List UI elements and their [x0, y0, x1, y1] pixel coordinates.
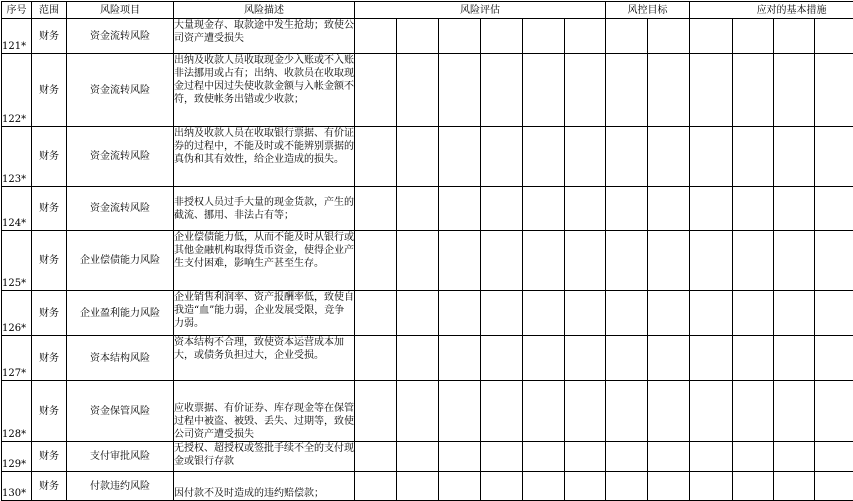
- risk-table: [1, 1, 853, 501]
- row-risk-description: 非授权人员过手大量的现金货款，产生的截流、挪用、非法占有等；: [174, 187, 355, 231]
- empty-cell: [355, 231, 397, 291]
- empty-cell: [523, 19, 565, 54]
- table-row: [2, 54, 853, 127]
- empty-cell: [733, 472, 774, 501]
- empty-cell: [523, 336, 565, 381]
- empty-cell: [481, 472, 523, 501]
- row-number: 125*: [2, 231, 32, 291]
- empty-cell: [481, 187, 523, 231]
- empty-cell: [606, 127, 648, 187]
- table-row: [2, 442, 853, 472]
- empty-cell: [690, 442, 733, 472]
- empty-cell: [733, 127, 774, 187]
- empty-cell: [397, 472, 439, 501]
- empty-cell: [481, 336, 523, 381]
- empty-cell: [397, 231, 439, 291]
- empty-cell: [481, 381, 523, 442]
- header-control-target: 风控目标: [606, 2, 690, 19]
- empty-cell: [606, 381, 648, 442]
- empty-cell: [815, 472, 853, 501]
- header-row: [2, 2, 853, 19]
- row-number: 129*: [2, 442, 32, 472]
- empty-cell: [523, 291, 565, 336]
- row-risk-description: 因付款不及时造成的违约赔偿款；: [174, 472, 355, 501]
- empty-cell: [606, 231, 648, 291]
- row-scope: 财务: [32, 381, 67, 442]
- empty-cell: [439, 187, 481, 231]
- empty-cell: [397, 127, 439, 187]
- empty-cell: [774, 19, 815, 54]
- empty-cell: [481, 19, 523, 54]
- row-risk-description: 应收票据、有价证券、库存现金等在保管过程中被盗、被毁、丢失、过期等，致使公司资产遭受损失: [174, 381, 355, 442]
- empty-cell: [355, 127, 397, 187]
- empty-cell: [355, 336, 397, 381]
- row-number: 127*: [2, 336, 32, 381]
- row-risk-item: 支付审批风险: [67, 442, 174, 472]
- empty-cell: [815, 291, 853, 336]
- empty-cell: [355, 54, 397, 127]
- empty-cell: [481, 231, 523, 291]
- empty-cell: [648, 381, 690, 442]
- empty-cell: [690, 336, 733, 381]
- empty-cell: [439, 127, 481, 187]
- empty-cell: [733, 19, 774, 54]
- table-row: [2, 187, 853, 231]
- empty-cell: [815, 381, 853, 442]
- empty-cell: [355, 291, 397, 336]
- empty-cell: [397, 381, 439, 442]
- row-risk-description: 资本结构不合理，致使资本运营成本加大，或债务负担过大，企业受损。: [174, 336, 355, 381]
- empty-cell: [397, 336, 439, 381]
- empty-cell: [733, 336, 774, 381]
- empty-cell: [733, 54, 774, 127]
- header-no: 序号: [2, 2, 32, 19]
- empty-cell: [690, 187, 733, 231]
- row-scope: 财务: [32, 472, 67, 501]
- empty-cell: [733, 187, 774, 231]
- empty-cell: [606, 442, 648, 472]
- empty-cell: [439, 381, 481, 442]
- empty-cell: [774, 54, 815, 127]
- empty-cell: [606, 472, 648, 501]
- empty-cell: [774, 442, 815, 472]
- empty-cell: [397, 19, 439, 54]
- empty-cell: [733, 231, 774, 291]
- empty-cell: [648, 231, 690, 291]
- row-scope: 财务: [32, 19, 67, 54]
- empty-cell: [439, 291, 481, 336]
- empty-cell: [439, 472, 481, 501]
- empty-cell: [565, 291, 606, 336]
- empty-cell: [397, 291, 439, 336]
- empty-cell: [774, 291, 815, 336]
- row-number: 122*: [2, 54, 32, 127]
- empty-cell: [690, 381, 733, 442]
- empty-cell: [733, 442, 774, 472]
- empty-cell: [523, 127, 565, 187]
- empty-cell: [690, 291, 733, 336]
- row-risk-item: 资本结构风险: [67, 336, 174, 381]
- table-row: [2, 19, 853, 54]
- empty-cell: [481, 54, 523, 127]
- table-row: [2, 472, 853, 501]
- row-risk-description: 大量现金存、取款途中发生抢劫；致使公司资产遭受损失: [174, 19, 355, 54]
- empty-cell: [815, 336, 853, 381]
- empty-cell: [355, 472, 397, 501]
- header-basic-measures: 应对的基本措施: [690, 2, 853, 19]
- empty-cell: [815, 127, 853, 187]
- row-number: 130*: [2, 472, 32, 501]
- empty-cell: [481, 127, 523, 187]
- empty-cell: [565, 336, 606, 381]
- row-risk-description: 出纳及收款人员在收取银行票据、有价证券的过程中，不能及时或不能辨别票据的真伪和其有效性，给企业造成的损失。: [174, 127, 355, 187]
- row-number: 123*: [2, 127, 32, 187]
- empty-cell: [606, 54, 648, 127]
- table-row: [2, 231, 853, 291]
- row-number: 126*: [2, 291, 32, 336]
- row-risk-item: 企业偿债能力风险: [67, 231, 174, 291]
- empty-cell: [606, 19, 648, 54]
- empty-cell: [648, 291, 690, 336]
- row-scope: 财务: [32, 336, 67, 381]
- empty-cell: [439, 336, 481, 381]
- row-risk-item: 资金流转风险: [67, 127, 174, 187]
- empty-cell: [774, 472, 815, 501]
- empty-cell: [815, 231, 853, 291]
- header-scope: 范围: [32, 2, 67, 19]
- row-risk-item: 企业盈利能力风险: [67, 291, 174, 336]
- header-risk-item: 风险项目: [67, 2, 174, 19]
- header-risk-assessment: 风险评估: [355, 2, 606, 19]
- empty-cell: [648, 127, 690, 187]
- empty-cell: [690, 231, 733, 291]
- empty-cell: [815, 54, 853, 127]
- empty-cell: [565, 381, 606, 442]
- empty-cell: [355, 19, 397, 54]
- row-scope: 财务: [32, 187, 67, 231]
- empty-cell: [606, 187, 648, 231]
- row-risk-item: 资金流转风险: [67, 54, 174, 127]
- empty-cell: [690, 127, 733, 187]
- empty-cell: [565, 19, 606, 54]
- empty-cell: [648, 472, 690, 501]
- empty-cell: [648, 19, 690, 54]
- empty-cell: [439, 54, 481, 127]
- row-scope: 财务: [32, 442, 67, 472]
- empty-cell: [565, 127, 606, 187]
- empty-cell: [439, 231, 481, 291]
- empty-cell: [774, 336, 815, 381]
- empty-cell: [774, 381, 815, 442]
- row-number: 121*: [2, 19, 32, 54]
- row-risk-item: 付款违约风险: [67, 472, 174, 501]
- empty-cell: [565, 187, 606, 231]
- empty-cell: [523, 231, 565, 291]
- empty-cell: [606, 291, 648, 336]
- empty-cell: [774, 187, 815, 231]
- empty-cell: [565, 54, 606, 127]
- empty-cell: [565, 231, 606, 291]
- empty-cell: [355, 187, 397, 231]
- empty-cell: [648, 336, 690, 381]
- empty-cell: [648, 442, 690, 472]
- row-risk-description: 企业销售利润率、资产报酬率低，致使自我造“血”能力弱，企业发展受限，竞争力弱。: [174, 291, 355, 336]
- empty-cell: [690, 54, 733, 127]
- row-scope: 财务: [32, 291, 67, 336]
- empty-cell: [733, 381, 774, 442]
- empty-cell: [565, 442, 606, 472]
- empty-cell: [397, 187, 439, 231]
- table-row: [2, 127, 853, 187]
- empty-cell: [733, 291, 774, 336]
- table-row: [2, 291, 853, 336]
- table-row: [2, 381, 853, 442]
- empty-cell: [648, 187, 690, 231]
- row-risk-description: 出纳及收款人员收取现金少入账或不入账非法挪用或占有；出纳、收款员在收取现金过程中因过失使收款金额与入帐金额不符，致使帐务出错或少收款；: [174, 54, 355, 127]
- table-row: [2, 336, 853, 381]
- empty-cell: [523, 187, 565, 231]
- empty-cell: [439, 19, 481, 54]
- header-risk-description: 风险描述: [174, 2, 355, 19]
- empty-cell: [815, 187, 853, 231]
- empty-cell: [481, 291, 523, 336]
- empty-cell: [648, 54, 690, 127]
- empty-cell: [815, 19, 853, 54]
- empty-cell: [355, 442, 397, 472]
- empty-cell: [397, 54, 439, 127]
- empty-cell: [523, 442, 565, 472]
- empty-cell: [565, 472, 606, 501]
- row-scope: 财务: [32, 231, 67, 291]
- empty-cell: [523, 381, 565, 442]
- empty-cell: [690, 472, 733, 501]
- empty-cell: [355, 381, 397, 442]
- empty-cell: [523, 54, 565, 127]
- empty-cell: [815, 442, 853, 472]
- row-risk-item: 资金流转风险: [67, 187, 174, 231]
- empty-cell: [606, 336, 648, 381]
- row-number: 128*: [2, 381, 32, 442]
- row-risk-description: 企业偿债能力低，从而不能及时从银行或其他金融机构取得货币资金，使得企业产生支付困难，影响生产甚至生存。: [174, 231, 355, 291]
- empty-cell: [523, 472, 565, 501]
- empty-cell: [774, 231, 815, 291]
- empty-cell: [774, 127, 815, 187]
- row-scope: 财务: [32, 54, 67, 127]
- row-number: 124*: [2, 187, 32, 231]
- row-scope: 财务: [32, 127, 67, 187]
- empty-cell: [397, 442, 439, 472]
- row-risk-description: 无授权、超授权或签批手续不全的支付现金或银行存款: [174, 442, 355, 472]
- empty-cell: [690, 19, 733, 54]
- row-risk-item: 资金保管风险: [67, 381, 174, 442]
- empty-cell: [439, 442, 481, 472]
- row-risk-item: 资金流转风险: [67, 19, 174, 54]
- empty-cell: [481, 442, 523, 472]
